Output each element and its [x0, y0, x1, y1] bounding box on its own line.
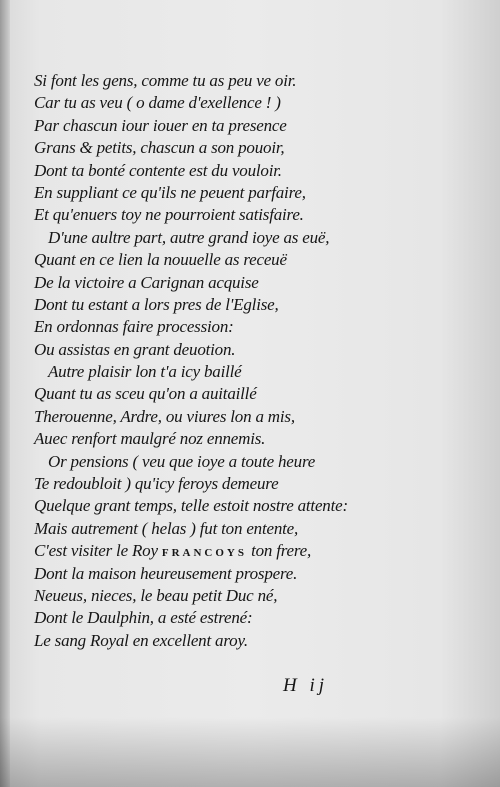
- verse-line: Neueus, nieces, le beau petit Duc né,: [34, 585, 278, 605]
- verse-line: Quant tu as sceu qu'on a auitaillé: [34, 384, 257, 404]
- signature-mark: H ij: [283, 675, 329, 696]
- verse-line: Dont ta bonté contente est du vouloir.: [34, 160, 282, 180]
- verse-line: Quelque grant temps, telle estoit nostre attente:: [34, 496, 348, 516]
- bleed-through-text: [385, 60, 500, 700]
- verse-line: Therouenne, Ardre, ou viures lon a mis,: [34, 406, 295, 426]
- verse-line: Auec renfort maulgré noz ennemis.: [34, 429, 266, 449]
- verse-line: Dont le Daulphin, a esté estrené:: [34, 608, 253, 628]
- verse-line: De la victoire a Carignan acquise: [34, 272, 259, 292]
- page-gutter-shadow: [0, 0, 10, 787]
- page-bottom-shadow: [0, 717, 500, 787]
- verse-block: [34, 70, 354, 652]
- verse-line: Dont tu estant a lors pres de l'Eglise,: [34, 294, 279, 314]
- verse-line: Or pensions ( veu que ioye a toute heure: [48, 451, 316, 471]
- verse-line: Dont la maison heureusement prospere.: [34, 563, 298, 583]
- verse-text: ton frere,: [251, 541, 312, 561]
- verse-text: C'est visiter le Roy: [34, 541, 158, 561]
- verse-line: Ou assistas en grant deuotion.: [34, 339, 236, 359]
- verse-line: Par chascun iour iouer en ta presence: [34, 115, 287, 135]
- verse-line: Autre plaisir lon t'a icy baillé: [48, 362, 242, 382]
- small-caps-name: FRANCOYS: [161, 547, 247, 560]
- verse-line: Te redoubloit ) qu'icy feroys demeure: [34, 474, 279, 494]
- verse-line: En suppliant ce qu'ils ne peuent parfaire,: [34, 182, 306, 202]
- verse-line: Car tu as veu ( o dame d'exellence ! ): [34, 93, 281, 113]
- verse-line: Le sang Royal en excellent aroy.: [34, 630, 248, 650]
- verse-line: [34, 540, 354, 562]
- verse-line: Quant en ce lien la nouuelle as receuë: [34, 250, 287, 270]
- verse-line: D'une aultre part, autre grand ioye as euë,: [48, 227, 330, 247]
- verse-line: Et qu'enuers toy ne pourroient satisfaire.: [34, 205, 304, 225]
- verse-line: Mais autrement ( helas ) fut ton entente,: [34, 518, 299, 538]
- verse-line: Grans & petits, chascun a son pouoir,: [34, 138, 285, 158]
- verse-line: En ordonnas faire procession:: [34, 317, 234, 337]
- verse-line: Si font les gens, comme tu as peu ve oir.: [34, 71, 297, 90]
